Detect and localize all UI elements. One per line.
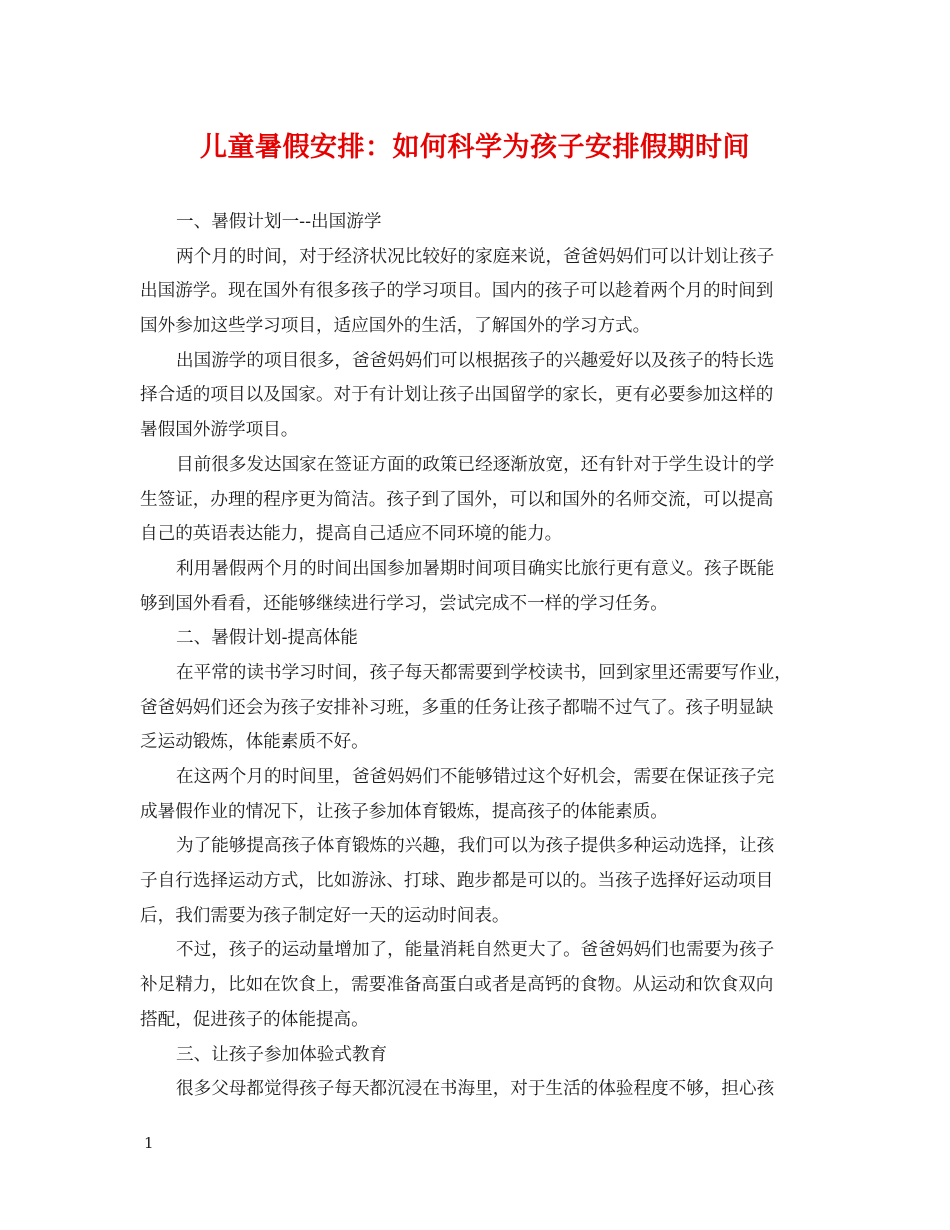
text-line: 二、暑假计划-提高体能 <box>176 628 358 649</box>
text-line: 后，我们需要为孩子制定好一天的运动时间表。 <box>140 905 510 926</box>
text-line: 爸爸妈妈们还会为孩子安排补习班，多重的任务让孩子都喘不过气了。孩子明显缺 <box>140 697 774 718</box>
page-number: 1 <box>144 1134 154 1152</box>
text-line: 为了能够提高孩子体育锻炼的兴趣，我们可以为孩子提供多种运动选择，让孩 <box>176 836 775 857</box>
text-line: 补足精力，比如在饮食上，需要准备高蛋白或者是高钙的食物。从运动和饮食双向 <box>140 975 774 996</box>
text-line: 出国游学。现在国外有很多孩子的学习项目。国内的孩子可以趁着两个月的时间到 <box>140 281 774 302</box>
text-line: 生签证，办理的程序更为简洁。孩子到了国外，可以和国外的名师交流，可以提高 <box>140 489 774 510</box>
text-line: 择合适的项目以及国家。对于有计划让孩子出国留学的家长，更有必要参加这样的 <box>140 385 774 406</box>
text-line: 自己的英语表达能力，提高自己适应不同环境的能力。 <box>140 524 563 545</box>
text-line: 在平常的读书学习时间，孩子每天都需要到学校读书，回到家里还需要写作业， <box>176 662 792 683</box>
text-line: 暑假国外游学项目。 <box>140 420 299 441</box>
text-line: 国外参加这些学习项目，适应国外的生活，了解国外的学习方式。 <box>140 316 651 337</box>
text-line: 够到国外看看，还能够继续进行学习，尝试完成不一样的学习任务。 <box>140 593 668 614</box>
text-line: 很多父母都觉得孩子每天都沉浸在书海里，对于生活的体验程度不够，担心孩 <box>176 1079 775 1100</box>
text-line: 乏运动锻炼，体能素质不好。 <box>140 732 369 753</box>
text-line: 不过，孩子的运动量增加了，能量消耗自然更大了。爸爸妈妈们也需要为孩子 <box>176 940 775 961</box>
text-line: 两个月的时间，对于经济状况比较好的家庭来说，爸爸妈妈们可以计划让孩子 <box>176 246 775 267</box>
text-line: 一、暑假计划一--出国游学 <box>176 212 382 232</box>
document-title: 儿童暑假安排：如何科学为孩子安排假期时间 <box>200 132 750 163</box>
text-line: 三、让孩子参加体验式教育 <box>176 1044 388 1065</box>
text-line: 子自行选择运动方式，比如游泳、打球、跑步都是可以的。当孩子选择好运动项目 <box>140 871 774 892</box>
text-line: 搭配，促进孩子的体能提高。 <box>140 1009 369 1030</box>
text-line: 出国游学的项目很多，爸爸妈妈们可以根据孩子的兴趣爱好以及孩子的特长选 <box>176 350 775 371</box>
text-line: 利用暑假两个月的时间出国参加暑期时间项目确实比旅行更有意义。孩子既能 <box>176 558 775 579</box>
document-body <box>140 205 826 1107</box>
text-line: 目前很多发达国家在签证方面的政策已经逐渐放宽，还有针对于学生设计的学 <box>176 454 775 475</box>
text-line: 在这两个月的时间里，爸爸妈妈们不能够错过这个好机会，需要在保证孩子完 <box>176 767 775 787</box>
text-line: 成暑假作业的情况下，让孩子参加体育锻炼，提高孩子的体能素质。 <box>140 801 668 822</box>
